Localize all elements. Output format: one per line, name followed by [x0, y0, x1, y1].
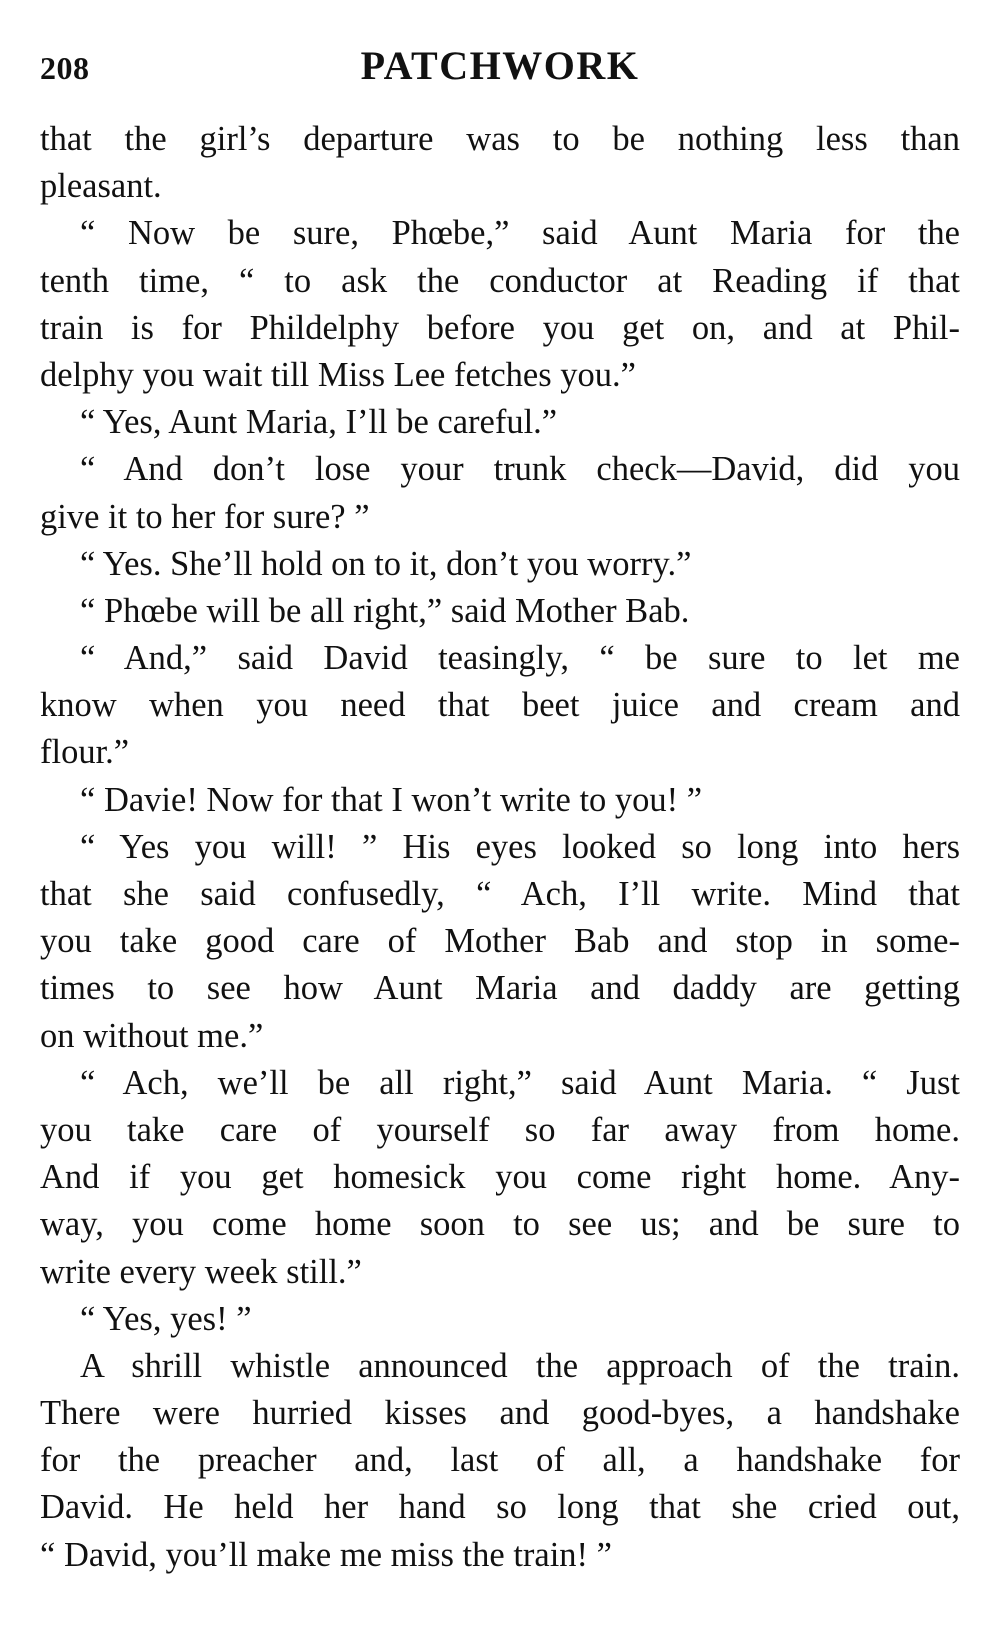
text-line: “ Phœbe will be all right,” said Mother Bab. — [80, 591, 690, 630]
text-line: know when you need that beet juice and cream and — [40, 686, 960, 725]
text-line: “ Yes, yes! ” — [80, 1299, 252, 1338]
page-header — [40, 42, 960, 88]
text-line: on without me.” — [40, 1016, 264, 1055]
text-line: “ And don’t lose your trunk check—David, did you — [80, 450, 960, 489]
text-line: “ Ach, we’ll be all right,” said Aunt Maria. “ Just — [80, 1063, 960, 1102]
text-line: “ And,” said David teasingly, “ be sure to let me — [80, 639, 960, 678]
page-number: 208 — [40, 50, 90, 86]
text-line: you take good care of Mother Bab and stop in some- — [40, 922, 960, 961]
text-line: pleasant. — [40, 167, 162, 206]
text-line: give it to her for sure? ” — [40, 497, 370, 536]
text-line: train is for Phildelphy before you get on, and at Phil- — [40, 308, 960, 347]
text-line: “ David, you’ll make me miss the train! ” — [40, 1535, 612, 1574]
text-line: And if you get homesick you come right home. Any- — [40, 1158, 960, 1197]
text-line: flour.” — [40, 733, 130, 772]
text-line: “ Yes, Aunt Maria, I’ll be careful.” — [80, 403, 558, 442]
text-line: that the girl’s departure was to be nothing less than — [40, 120, 960, 158]
text-line: delphy you wait till Miss Lee fetches you.” — [40, 355, 636, 394]
text-line: “ Now be sure, Phœbe,” said Aunt Maria for the — [80, 214, 960, 253]
text-line: David. He held her hand so long that she cried out, — [40, 1488, 960, 1527]
text-line: A shrill whistle announced the approach of the train. — [80, 1346, 960, 1385]
text-line: you take care of yourself so far away from home. — [40, 1110, 960, 1149]
text-line: tenth time, “ to ask the conductor at Reading if that — [40, 261, 960, 300]
text-line: times to see how Aunt Maria and daddy are getting — [40, 969, 960, 1008]
running-title: PATCHWORK — [360, 43, 640, 88]
text-line: write every week still.” — [40, 1252, 362, 1291]
text-line: “ Yes you will! ” His eyes looked so long into hers — [80, 827, 960, 866]
body-text — [40, 116, 960, 1579]
text-line: that she said confusedly, “ Ach, I’ll write. Mind that — [40, 875, 960, 913]
text-line: way, you come home soon to see us; and be sure to — [40, 1205, 960, 1244]
text-line: There were hurried kisses and good-byes, a handshake — [40, 1394, 960, 1433]
text-line: “ Yes. She’ll hold on to it, don’t you worry.” — [80, 544, 692, 583]
text-line: for the preacher and, last of all, a handshake for — [40, 1441, 960, 1480]
text-line: “ Davie! Now for that I won’t write to you! ” — [80, 780, 703, 819]
